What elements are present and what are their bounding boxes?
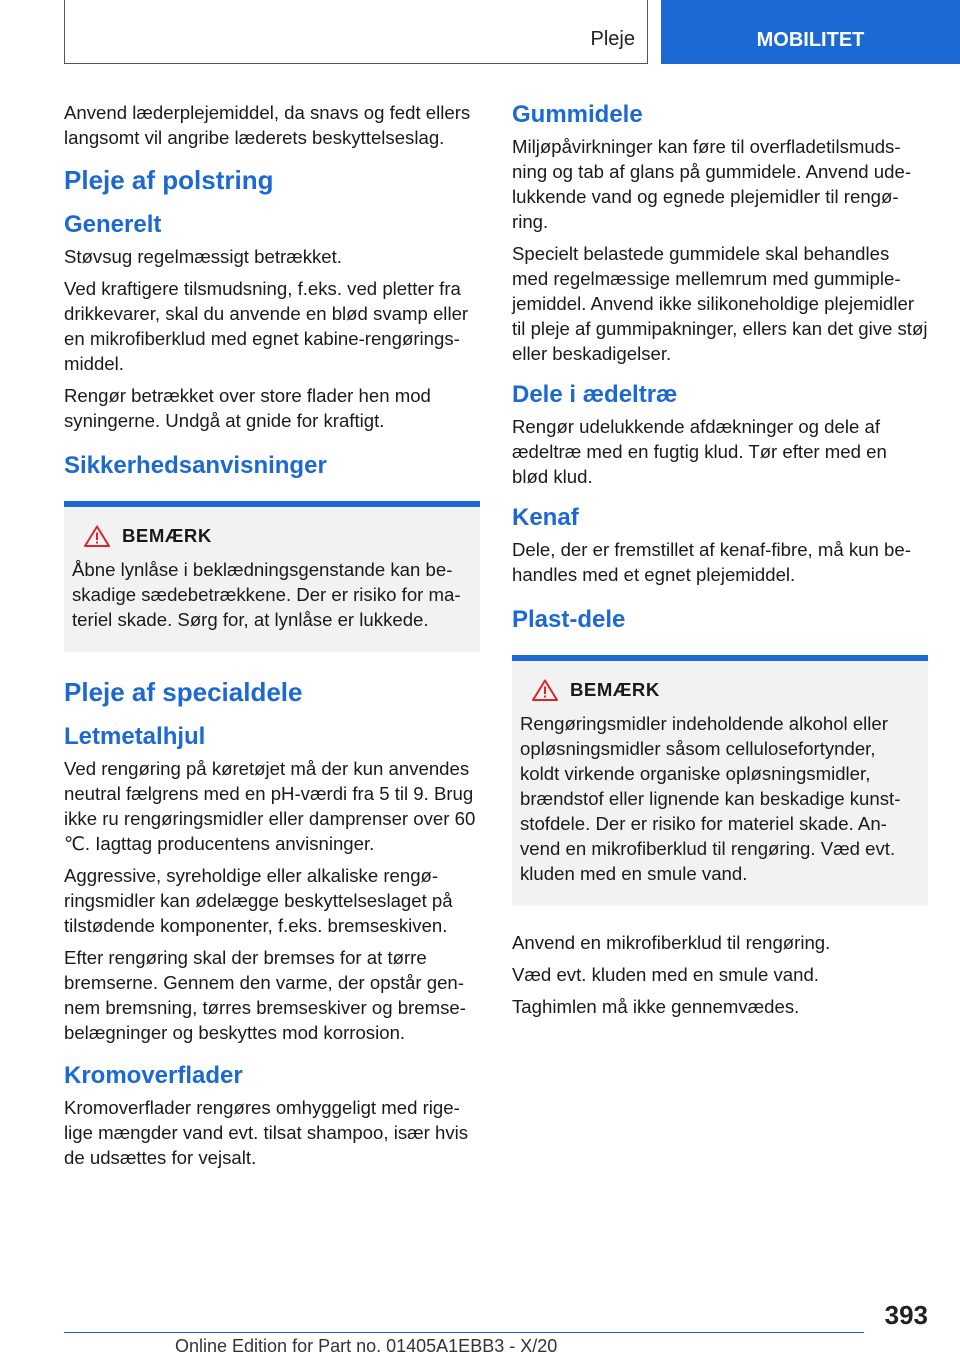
paragraph-aedel: Rengør udelukkende afdækninger og dele af ædeltræ med en fugtig klud. Tør efter med en blød klud. <box>512 416 887 487</box>
heading-kenaf: Kenaf <box>512 504 579 531</box>
heading-dele-i-aedeltrae: Dele i ædeltræ <box>512 381 678 408</box>
heading-pleje-af-specialdele: Pleje af specialdele <box>64 677 303 707</box>
header-section-title: Pleje <box>590 28 635 50</box>
heading-sikkerhedsanvisninger: Sikkerhedsanvisninger <box>64 452 327 479</box>
paragraph-generelt-3: Rengør betrækket over store flader hen mod syningerne. Undgå at gnide for kraftigt. <box>64 385 431 431</box>
header-chapter-tab: MOBILITET <box>661 0 960 64</box>
paragraph-generelt-1: Støvsug regelmæssigt betrækket. <box>64 246 342 267</box>
footer-divider <box>64 1332 864 1333</box>
heading-generelt: Generelt <box>64 211 162 238</box>
paragraph-plast-2: Væd evt. kluden med en smule vand. <box>512 964 819 985</box>
heading-pleje-af-polstring: Pleje af polstring <box>64 165 274 195</box>
paragraph-letmetal-3: Efter rengøring skal der bremses for at tørre bremserne. Gennem den varme, der opstår gennem bremsning, tørres bremseskiver og bremsebelægninger og beskyttes mod korrosion. <box>64 947 466 1043</box>
heading-letmetalhjul: Letmetalhjul <box>64 723 206 750</box>
page-number: 393 <box>884 1300 928 1330</box>
intro-paragraph: Anvend læderplejemiddel, da snavs og fedt ellers langsomt vil angribe læderets beskyttelseslag. <box>64 102 471 148</box>
paragraph-generelt-2: Ved kraftigere tilsmudsning, f.eks. ved pletter fra drikkevarer, skal du anvende en blød svamp eller en mikrofiberklud med egnet kabine-rengøringsmiddel. <box>64 278 469 374</box>
warning-triangle-icon <box>84 525 110 547</box>
left-column <box>64 100 480 1177</box>
notice-text: Rengøringsmidler indeholdende alkohol eller opløsningsmidler såsom cellulosefortynder, koldt virkende organiske opløsningsmidler, brændstof eller lignende kan beskadige kunststofdele. Der er risiko for materiel skade. Anvend en mikrofiberklud til rengøring. Væd evt. kluden med en smule vand. <box>520 713 901 884</box>
footer-edition-text: Online Edition for Part no. 01405A1EBB3 - X/20 <box>175 1336 558 1356</box>
paragraph-plast-1: Anvend en mikrofiberklud til rengøring. <box>512 932 831 953</box>
paragraph-letmetal-1: Ved rengøring på køretøjet må der kun anvendes neutral fælgrens med en pH-værdi fra 5 til 9. Brug ikke ru rengøringsmidler eller damprenser over 60 ℃. Iagttag producentens anvisninger. <box>64 758 476 854</box>
paragraph-plast-3: Taghimlen må ikke gennemvædes. <box>512 996 800 1017</box>
right-column <box>512 100 928 1026</box>
notice-header <box>72 525 470 547</box>
heading-gummidele: Gummidele <box>512 101 643 128</box>
paragraph-gummi-1: Miljøpåvirkninger kan føre til overfladetilsmudsning og tab af glans på gummidele. Anvend udelukkende vand og egnede plejemidler til rengøring. <box>512 136 912 232</box>
paragraph-krom: Kromoverflader rengøres omhyggeligt med rigelige mængder vand evt. tilsat shampoo, især hvis de udsættes for vejsalt. <box>64 1097 469 1168</box>
notice-box-plastic <box>512 655 928 906</box>
warning-triangle-icon <box>532 679 558 701</box>
heading-plast-dele: Plast-dele <box>512 606 626 633</box>
paragraph-kenaf: Dele, der er fremstillet af kenaf-fibre, må kun behandles med et egnet plejemiddel. <box>512 539 911 585</box>
paragraph-gummi-2: Specielt belastede gummidele skal behandles med regelmæssige mellemrum med gummiplejemiddel. Anvend ikke silikoneholdige plejemidler til pleje af gummipakninger, ellers kan det give støj eller beskadigelser. <box>512 243 928 364</box>
notice-text: Åbne lynlåse i beklædningsgenstande kan beskadige sædebetrækkene. Der er risiko for materiel skade. Sørg for, at lynlåse er lukkede. <box>72 559 461 630</box>
heading-kromoverflader: Kromoverflader <box>64 1062 243 1089</box>
notice-title: BEMÆRK <box>122 525 212 546</box>
header-section-box <box>64 0 648 64</box>
notice-box-zippers <box>64 501 480 652</box>
paragraph-letmetal-2: Aggressive, syreholdige eller alkaliske rengøringsmidler kan ødelægge beskyttelseslaget på tilstødende komponenter, f.eks. bremseskiven. <box>64 865 453 936</box>
notice-title: BEMÆRK <box>570 679 660 700</box>
notice-header <box>520 679 918 701</box>
